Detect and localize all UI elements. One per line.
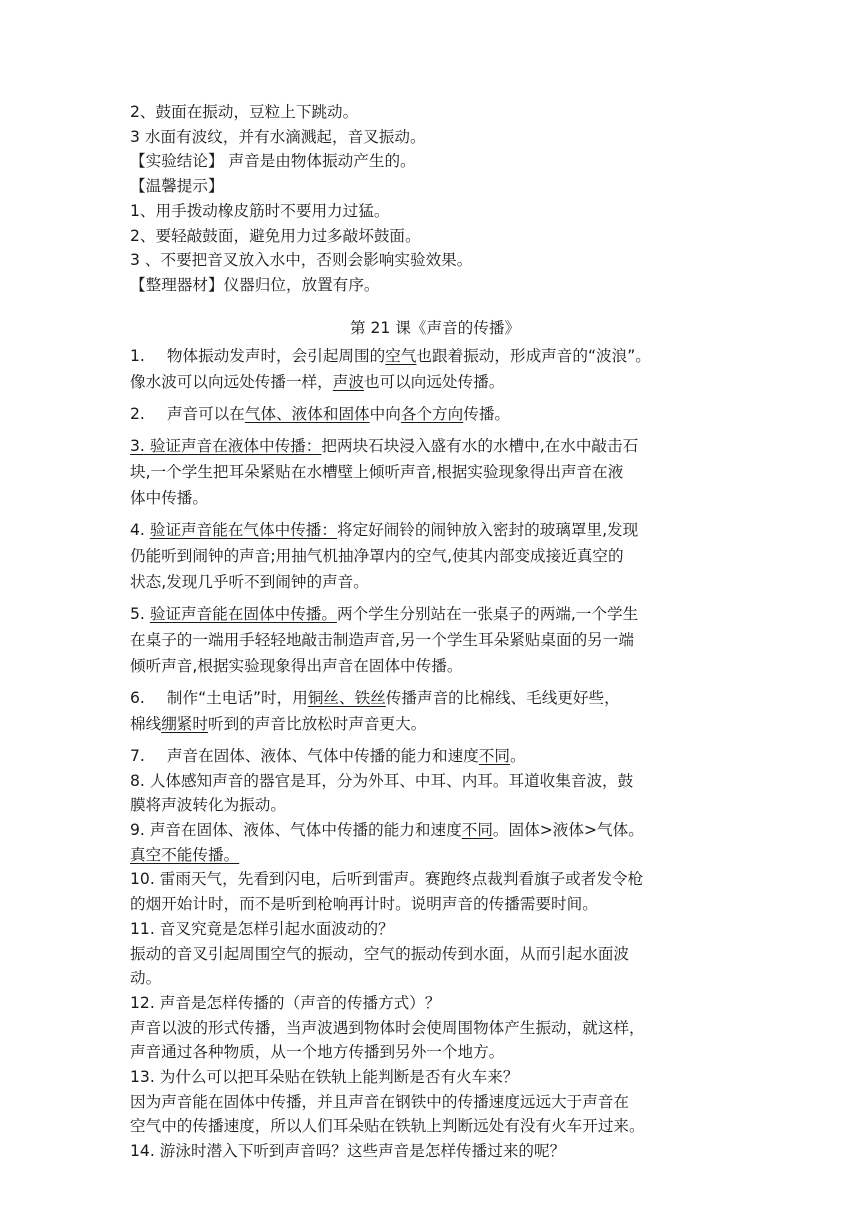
text: 物体振动发声时，会引起周围的 <box>166 346 386 365</box>
item-number: 7. <box>130 746 145 765</box>
text: 听到的声音比放松时声音更大。 <box>208 714 427 733</box>
underlined-term: 绷紧时 <box>161 714 208 733</box>
text: 传播。 <box>463 404 511 423</box>
underlined-term: 真空不能传播。 <box>130 845 240 864</box>
tip-item: 1、用手拨动橡皮筋时不要用力过猛。 <box>130 201 390 220</box>
text: 中向 <box>369 404 401 423</box>
text: 传播声音的比棉线、毛线更好些， <box>385 688 620 707</box>
paragraph-9 <box>130 818 740 867</box>
text: 声音可以在 <box>166 404 245 423</box>
intro-line: 3 水面有波纹，并有水滴溅起，音叉振动。 <box>130 127 426 146</box>
item-number: 5. <box>130 604 150 623</box>
text: 状态,发现几乎听不到闹钟的声音。 <box>130 572 369 591</box>
text: 声音在固体、液体、气体中传播的能力和速度 <box>166 746 479 765</box>
paragraph-4 <box>130 517 740 595</box>
paragraph-3 <box>130 433 740 511</box>
text: 体中传播。 <box>130 488 208 507</box>
paragraph-1 <box>130 343 740 395</box>
underlined-term: 声波 <box>332 372 364 391</box>
underlined-heading: 验证声音能在气体中传播： <box>149 520 337 539</box>
text: 10. 雷雨天气，先看到闪电，后听到雷声。赛跑终点裁判看旗子或者发令枪 <box>130 870 644 889</box>
item-number: 2. <box>130 404 145 423</box>
text: 仍能听到闹钟的声音;用抽气机抽净罩内的空气,使其内部变成接近真空的 <box>130 546 624 565</box>
question-text: 12. 声音是怎样传播的（声音的传播方式）？ <box>130 993 441 1012</box>
text: 将定好闹铃的闹钟放入密封的玻璃罩里,发现 <box>336 520 639 539</box>
tidy-equipment: 【整理器材】仪器归位，放置有序。 <box>130 275 380 294</box>
text: 。 <box>509 746 526 765</box>
text: 8. 人体感知声音的器官是耳，分为外耳、中耳、内耳。耳道收集音波，鼓 <box>130 771 634 790</box>
item-number: 4. <box>130 520 150 539</box>
paragraph-10 <box>130 867 740 916</box>
text: 棉线 <box>130 714 162 733</box>
item-number: 6. <box>130 688 145 707</box>
experiment-conclusion: 【实验结论】 声音是由物体振动产生的。 <box>130 152 416 171</box>
answer-text: 声音以波的形式传播，当声波遇到物体时会使周围物体产生振动，就这样， <box>130 1018 645 1037</box>
text: 把两块石块浸入盛有水的水槽中,在水中敲击石 <box>321 436 639 455</box>
question-text: 14. 游泳时潜入下听到声音吗？这些声音是怎样传播过来的呢？ <box>130 1142 566 1161</box>
intro-line: 2、鼓面在振动，豆粒上下跳动。 <box>130 103 359 121</box>
question-13 <box>130 1065 740 1139</box>
text: 。固体>液体>气体。 <box>492 821 644 840</box>
underlined-term: 各个方向 <box>400 404 464 423</box>
text: 膜将声波转化为振动。 <box>130 796 286 815</box>
answer-text: 声音通过各种物质，从一个地方传播到另外一个地方。 <box>130 1043 505 1062</box>
underlined-term: 不同 <box>478 746 510 765</box>
item-number: 1. <box>130 346 145 365</box>
underlined-term: 不同 <box>461 821 493 840</box>
text: 倾听声音,根据实验现象得出声音在固体中传播。 <box>130 656 463 675</box>
underlined-term: 空气 <box>385 346 417 365</box>
tip-item: 3 、不要把音叉放入水中，否则会影响实验效果。 <box>130 251 473 270</box>
paragraph-8 <box>130 769 740 818</box>
paragraph-7 <box>130 743 740 769</box>
paragraph-6 <box>130 685 740 737</box>
text: 9. 声音在固体、液体、气体中传播的能力和速度 <box>130 821 462 840</box>
question-14 <box>130 1139 740 1164</box>
intro-section <box>130 100 740 298</box>
text: 在桌子的一端用手轻轻地敲击制造声音,另一个学生耳朵紧贴桌面的另一端 <box>130 630 634 649</box>
tips-heading: 【温馨提示】 <box>130 177 224 196</box>
document-page <box>130 100 740 1164</box>
underlined-term: 气体、液体和固体 <box>244 404 370 423</box>
paragraph-2 <box>130 401 740 427</box>
text: 制作“土电话”时，用 <box>166 688 308 707</box>
text: 也跟着振动，形成声音的“波浪”。 <box>416 346 651 365</box>
question-text: 11. 音叉究竟是怎样引起水面波动的？ <box>130 919 394 938</box>
text: 两个学生分别站在一张桌子的两端,一个学生 <box>336 604 639 623</box>
question-11 <box>130 917 740 991</box>
underlined-heading: 验证声音能在固体中传播。 <box>149 604 337 623</box>
text: 块,一个学生把耳朵紧贴在水槽壁上倾听声音,根据实验现象得出声音在液 <box>130 462 624 481</box>
answer-text: 空气中的传播速度，所以人们耳朵贴在铁轨上判断远处有没有火车开过来。 <box>130 1117 645 1136</box>
question-12 <box>130 991 740 1065</box>
underlined-heading: 3. 验证声音在液体中传播： <box>130 436 322 455</box>
answer-text: 振动的音叉引起周围空气的振动，空气的振动传到水面，从而引起水面波 <box>130 944 630 963</box>
tip-item: 2、要轻敲鼓面，避免用力过多敲坏鼓面。 <box>130 226 421 245</box>
question-text: 13. 为什么可以把耳朵贴在铁轨上能判断是否有火车来？ <box>130 1068 519 1087</box>
answer-text: 因为声音能在固体中传播，并且声音在钢铁中的传播速度远远大于声音在 <box>130 1092 630 1111</box>
text: 也可以向远处传播。 <box>363 372 505 391</box>
underlined-term: 铜丝、铁丝 <box>307 688 386 707</box>
answer-text: 动。 <box>130 969 162 988</box>
text: 的烟开始计时，而不是听到枪响再计时。说明声音的传播需要时间。 <box>130 895 598 914</box>
text: 像水波可以向远处传播一样， <box>130 372 333 391</box>
lesson-title: 第 21 课《声音的传播》 <box>349 318 521 337</box>
paragraph-5 <box>130 601 740 679</box>
